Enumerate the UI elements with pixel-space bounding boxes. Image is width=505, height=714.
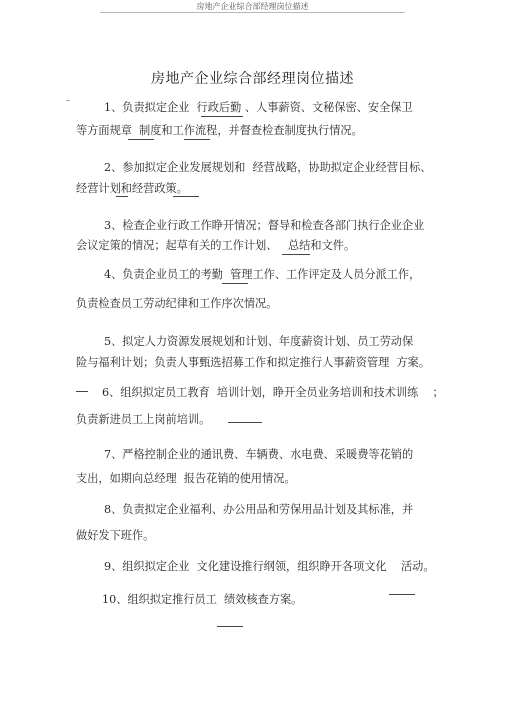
item-7-line-1: 7、严格控制企业的通讯费、车辆费、水电费、采暖费等花销的 — [104, 448, 414, 461]
underline-mark — [184, 139, 210, 140]
trailing-rule — [228, 422, 262, 423]
item-3-line-2: 会议定策的情况；起草有关的工作计划、 总结和文件。 — [76, 239, 356, 252]
underline-mark — [173, 196, 199, 197]
underline-mark — [282, 254, 310, 255]
stray-mark: – — [66, 96, 70, 105]
underline-mark — [128, 139, 154, 140]
item-3-line-1: 3、检查企业行政工作睁开情况；督导和检查各部门执行企业企业 — [104, 219, 425, 232]
item-1-line-1: 1、负责拟定企业 行政后勤 、人事薪资、文秘保密、安全保卫 — [104, 101, 413, 114]
item-8-line-1: 8、负责拟定企业福利、办公用品和劳保用品计划及其标准，并 — [104, 503, 414, 516]
underline-mark — [222, 283, 248, 284]
item-9-line-1: 9、组织拟定企业 文化建设推行纲领，组织睁开各项文化 活动。 — [104, 560, 435, 573]
item-6-line-1: 6、组织拟定员工教育 培训计划，睁开全员业务培训和技术训练 ； — [102, 386, 444, 399]
item-5-line-1: 5、拟定人力资源发展规划和计划、年度薪资计划、员工劳动保 — [104, 335, 414, 348]
underline-mark — [201, 116, 243, 117]
item-6-line-2: 负责新进员工上岗前培训。 — [76, 413, 211, 426]
trailing-rule — [217, 626, 243, 627]
item-7-line-2: 支出，如期向总经理 报告花销的使用情况。 — [76, 472, 296, 485]
item-8-line-2: 做好发下班作。 — [76, 529, 155, 542]
document-title: 房地产企业综合部经理岗位描述 — [151, 71, 354, 87]
item-10-line-1: 10、组织拟定推行员工 绩效核查方案。 — [102, 593, 303, 606]
item-4-line-1: 4、负责企业员工的考勤 管理工作、工作评定及人员分派工作， — [104, 268, 421, 281]
trailing-rule — [389, 594, 415, 595]
item-1-line-2: 等方面规章 制度和工作流程，并督查检查制度执行情况。 — [76, 124, 363, 137]
item-4-line-2: 负责检查员工劳动纪律和工作序次情况。 — [76, 297, 278, 310]
header-rule — [100, 12, 405, 13]
item-2-line-1: 2、参加拟定企业发展规划和 经营战略，协助拟定企业经营目标、 — [104, 161, 432, 174]
running-header: 房地产企业综合部经理岗位描述 — [196, 2, 309, 11]
item-5-line-2: 险与福利计划；负责人事甄选招募工作和拟定推行人事薪资管理 方案。 — [76, 356, 430, 369]
item-2-line-2: 经营计划和经营政策。 — [76, 182, 188, 195]
underline-mark — [116, 196, 128, 197]
margin-dash — [76, 391, 88, 392]
